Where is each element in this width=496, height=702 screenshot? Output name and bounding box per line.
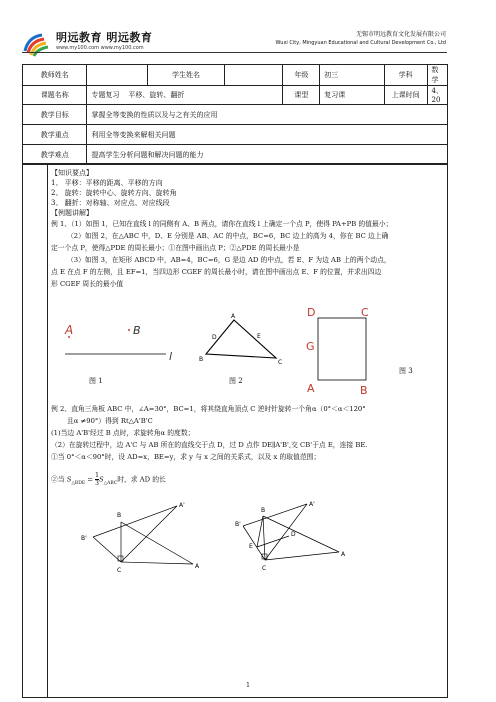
example-1-text: （2）如图 2，在△ABC 中，D、E 分别是 AB、AC 的中点，BC=6，BC 边上的高为 4，你在 BC 边上确	[67, 232, 389, 240]
knowledge-title: 【知识要点】	[51, 169, 93, 177]
label-l: l	[169, 350, 173, 363]
table-row	[23, 86, 448, 105]
topic-value: 专题复习 平移、旋转、翻折	[87, 86, 283, 105]
logo-rainbow-icon	[22, 29, 52, 59]
label-e: E	[249, 543, 253, 550]
equals-sign: =	[85, 475, 96, 484]
example-1-text: 例 1、（1）如图 1，已知在直线 l 的同侧有 A、B 两点，请你在直线 l 上确定一个点 P，使得 PA+PB 的值最小；	[51, 220, 393, 228]
figure-3-caption: 图 3	[399, 367, 413, 375]
lesson-info-table	[22, 64, 448, 165]
table-row	[23, 145, 448, 165]
label-b: B	[360, 384, 368, 396]
area-subscript: △ABC	[103, 480, 118, 486]
rectangle-abcd	[318, 318, 366, 380]
figure-2-caption: 图 2	[229, 377, 243, 385]
example-1-text: 定一个点 P，使得△PDE 的周长最小；①在图中画出点 P；②△PDE 的周长最小是	[51, 244, 300, 252]
figure-2	[198, 312, 288, 372]
logo-url: www.my100.com www.my100.com	[56, 45, 144, 51]
objective-label: 教学目标	[23, 105, 87, 125]
label-b: B	[117, 512, 122, 519]
class-time-label: 上课时间	[384, 86, 427, 105]
table-row	[23, 105, 448, 125]
segment-cb	[263, 516, 265, 560]
area-symbol: S	[66, 475, 72, 484]
example-1-text: （3）如图 3，在矩形 ABCD 中，AB=4，BC=6，G 是边 AD 的中点，若 E、F 为边 AB 上的两个动点，	[67, 256, 391, 264]
label-e: E	[257, 333, 261, 340]
key-point-label: 教学重点	[23, 125, 87, 145]
figure-3	[303, 304, 413, 396]
student-name-value	[224, 65, 283, 86]
teacher-name-value	[87, 65, 148, 86]
label-a-prime: A'	[309, 501, 315, 508]
label-a-prime: A'	[179, 502, 185, 509]
table-row	[23, 125, 448, 145]
label-c: C	[278, 359, 283, 366]
knowledge-item: 1、 平移：平移的距离、平移的方向	[51, 179, 163, 187]
example-1-text: 形 CGEF 周长的最小值	[51, 280, 124, 288]
lesson-content	[22, 163, 448, 698]
label-b: B	[261, 507, 266, 514]
label-a: A	[195, 563, 200, 570]
example-2-text: 且α ≠90°）得到 Rt△A'B'C	[67, 417, 153, 425]
label-b-prime: B'	[81, 535, 87, 542]
key-point-value: 利用全等变换来解相关问题	[87, 125, 448, 145]
table-row	[23, 65, 448, 86]
page-number: 1	[246, 682, 250, 689]
label-d: D	[291, 531, 296, 538]
segment-ba	[263, 516, 339, 552]
company-name-cn: 无锡市明远教育文化发展有限公司	[355, 31, 446, 38]
segment-ca-prime	[265, 504, 307, 560]
segment-ca	[121, 562, 193, 564]
logo	[22, 27, 202, 61]
content-left-column	[23, 164, 48, 697]
lesson-type-value: 复习课	[320, 86, 384, 105]
label-b: B	[133, 324, 141, 337]
point-b	[128, 329, 130, 331]
segment-a-prime-b-prime	[243, 504, 307, 526]
label-a: A	[307, 382, 315, 395]
teacher-name-label: 教师姓名	[23, 65, 87, 86]
class-time-value: 4、20	[427, 86, 447, 105]
label-a: A	[231, 313, 236, 320]
example-2-text	[51, 472, 166, 488]
figure-1-caption: 图 1	[89, 377, 103, 385]
lesson-type-label: 课型	[283, 86, 320, 105]
label-b: B	[199, 356, 204, 363]
text-part: 时，求 AD 的长	[117, 475, 166, 484]
difficulty-label: 教学难点	[23, 145, 87, 165]
label-d: D	[307, 306, 316, 319]
label-d: D	[212, 334, 217, 341]
topic-label: 课题名称	[23, 86, 87, 105]
rotation-figure-1	[73, 502, 223, 574]
subject-value: 数学	[427, 65, 447, 86]
student-name-label: 学生姓名	[148, 65, 225, 86]
grade-label: 年级	[283, 65, 320, 86]
objective-value: 掌握全等变换的性质以及与之有关的应用	[87, 105, 448, 125]
segment-ca	[265, 552, 339, 560]
example-2-text: (1)当边 A'B'经过 B 点时，求旋转角α 的度数；	[51, 429, 195, 437]
example-2-text: 例 2、直角三角板 ABC 中，∠A=30°，BC=1，将其绕直角顶点 C 逆时针旋转一个角α（0°＜α＜120°	[51, 405, 366, 413]
label-a: A	[65, 323, 74, 337]
label-g: G	[306, 340, 315, 353]
header-rule	[22, 52, 447, 53]
logo-text: 明远教育 明远教育	[56, 31, 153, 44]
label-c: C	[262, 565, 267, 572]
label-b-prime: B'	[235, 521, 241, 528]
company-name-en: Wuxi City, Mingyuan Educational and Cultural Development Co., Ltd	[275, 40, 446, 46]
fraction-numerator: 1	[95, 472, 99, 479]
area-subscript: △BDE	[71, 480, 86, 486]
label-a: A	[341, 551, 346, 558]
rotation-figure-2	[235, 498, 375, 578]
subject-label: 学科	[384, 65, 427, 86]
examples-title: 【例题讲解】	[51, 209, 93, 217]
example-2-text: （2）在旋转过程中，边 A'C 与 AB 所在的直线交于点 D，过 D 点作 DE∥A'B',交 CB'于点 E，连接 BE.	[51, 441, 368, 449]
area-symbol: S	[98, 475, 104, 484]
example-1-text: 点 E 在点 F 的左侧，且 EF=1，当四边形 CGEF 的周长最小时，请在图中画出点 E、F 的位置，并求出四边	[51, 268, 382, 276]
figure-1	[61, 294, 191, 364]
fraction-denominator: 3	[95, 480, 99, 487]
example-2-text: ①当 0°＜α＜90°时，设 AD=x，BE=y，求 y 与 x 之间的关系式，以及 x 的取值范围；	[51, 453, 321, 461]
segment-a-prime-b-prime	[93, 506, 177, 537]
label-c: C	[361, 306, 369, 319]
knowledge-item: 2、 旋转：旋转中心、旋转方向、旋转角	[51, 189, 177, 197]
label-c: C	[117, 567, 122, 574]
difficulty-value: 提高学生分析问题和解决问题的能力	[87, 145, 448, 165]
grade-value: 初三	[320, 65, 384, 86]
text-part: ②当	[51, 475, 67, 484]
knowledge-item: 3、 翻折：对称轴、对应点、对应线段	[51, 199, 170, 207]
segment-ba	[121, 522, 193, 564]
segment-ca-prime	[121, 506, 177, 562]
segment-b-prime-c	[93, 537, 121, 562]
segment-de	[257, 536, 289, 547]
